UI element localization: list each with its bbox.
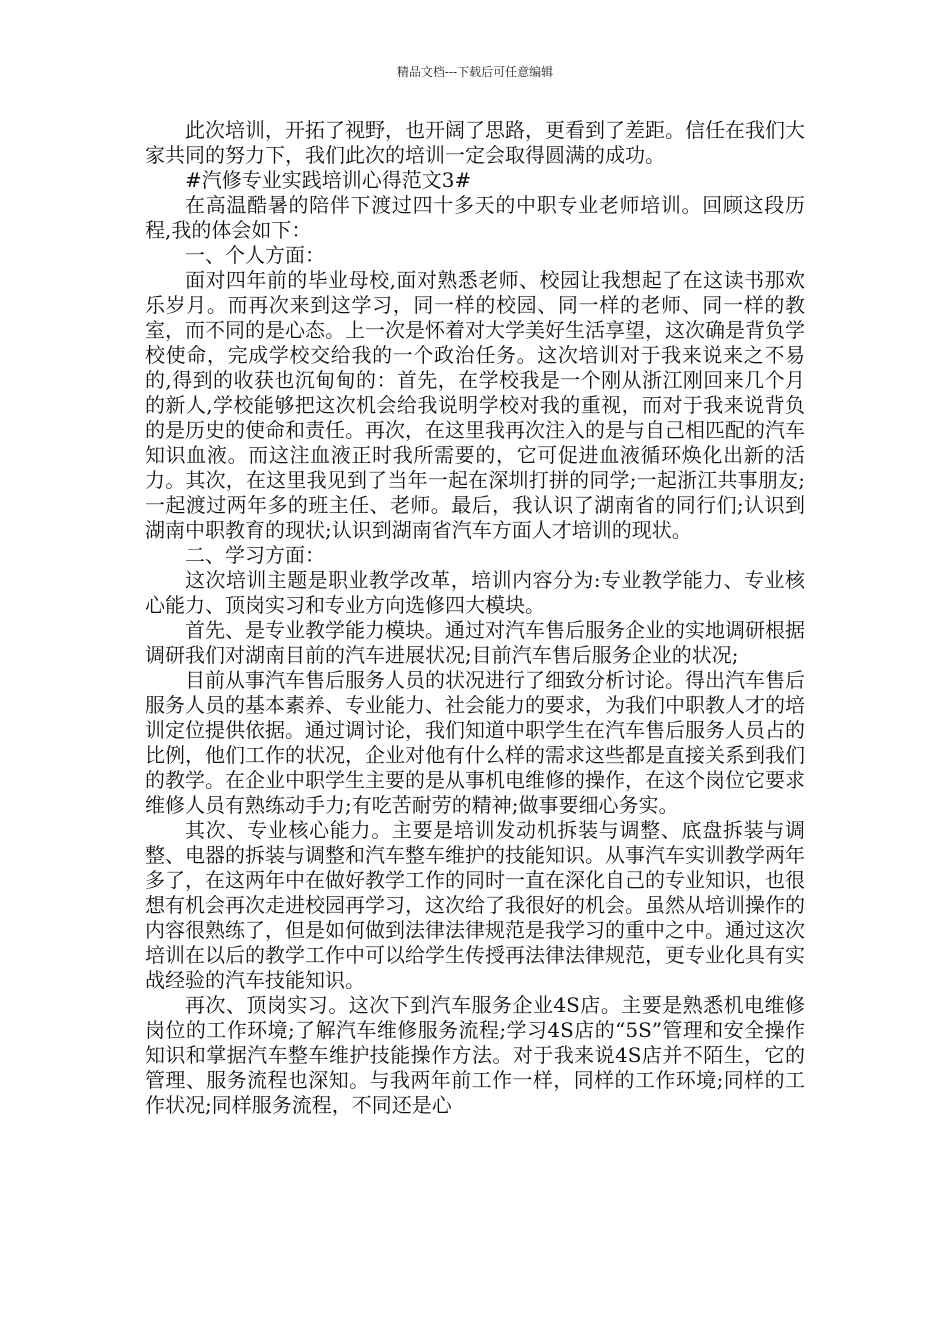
paragraph: 再次、顶岗实习。这次下到汽车服务企业4S店。主要是熟悉机电维修岗位的工作环境;了解汽车维修服务流程;学习4S店的“5S”管理和安全操作知识和掌据汽车整车维护技能操作方法。对于我来说4S店并不陌生，它的管理、服务流程也深知。与我两年前工作一样，同样的工作环境;同样的工作状况;同样服务流程，不同还是心 — [145, 993, 805, 1117]
paragraph: 其次、专业核心能力。主要是培训发动机拆装与调整、底盘拆装与调整、电器的拆装与调整和汽车整车维护的技能知识。从事汽车实训教学两年多了，在这两年中在做好教学工作的同时一直在深化自己的专业知识，也很想有机会再次走进校园再学习，这次给了我很好的机会。虽然从培训操作的内容很熟练了，但是如何做到法律法律规范是我学习的重中之中。通过这次培训在以后的教学工作中可以给学生传授再法律法律规范，更专业化具有实战经验的汽车技能知识。 — [145, 818, 805, 992]
paragraph: 首先、是专业教学能力模块。通过对汽车售后服务企业的实地调研根据调研我们对湖南目前的汽车进展状况;目前汽车售后服务企业的状况; — [145, 618, 805, 667]
paragraph: 目前从事汽车售后服务人员的状况进行了细致分析讨论。得出汽车售后服务人员的基本素养、专业能力、社会能力的要求，为我们中职教人才的培训定位提供依据。通过调讨论，我们知道中职学生在汽车售后服务人员占的比例，他们工作的状况，企业对他有什么样的需求这些都是直接关系到我们的教学。在企业中职学生主要的是从事机电维修的操作，在这个岗位它要求维修人员有熟练动手力;有吃苦耐劳的精神;做事要细心务实。 — [145, 668, 805, 817]
paragraph: 此次培训，开拓了视野，也开阔了思路，更看到了差距。信任在我们大家共同的努力下，我们此次的培训一定会取得圆满的成功。 — [145, 118, 805, 167]
section-title: #汽修专业实践培训心得范文3# — [185, 168, 472, 192]
paragraph: 面对四年前的毕业母校,面对熟悉老师、校园让我想起了在这读书那欢乐岁月。而再次来到这学习，同一样的校园、同一样的老师、同一样的教室，而不同的是心态。上一次是怀着对大学美好生活享望，这次确是背负学校使命，完成学校交给我的一个政治任务。这次培训对于我来说来之不易的,得到的收获也沉甸甸的：首先，在学校我是一个刚从浙江刚回来几个月的新人,学校能够把这次机会给我说明学校对我的重视，而对于我来说背负的是历史的使命和责任。再次，在这里我再次注入的是与自己相匹配的汽车知识血液。而这注血液正时我所需要的，它可促进血液循环焕化出新的活力。其次，在这里我见到了当年一起在深圳打拼的同学;一起浙江共事朋友;一起渡过两年多的班主任、老师。最后，我认识了湖南省的同行们;认识到湖南中职教育的现状;认识到湖南省汽车方面人才培训的现状。 — [145, 268, 805, 542]
page-header: 精品文档---下载后可任意编辑 — [396, 65, 554, 79]
paragraph: 这次培训主题是职业教学改革，培训内容分为:专业教学能力、专业核心能力、顶岗实习和专业方向选修四大模块。 — [145, 568, 805, 617]
section-heading: 一、个人方面： — [185, 243, 325, 267]
section-heading: 二、学习方面： — [185, 543, 325, 567]
document-body — [145, 118, 805, 1118]
paragraph: 在高温酷暑的陪伴下渡过四十多天的中职专业老师培训。回顾这段历程,我的体会如下： — [145, 193, 805, 242]
